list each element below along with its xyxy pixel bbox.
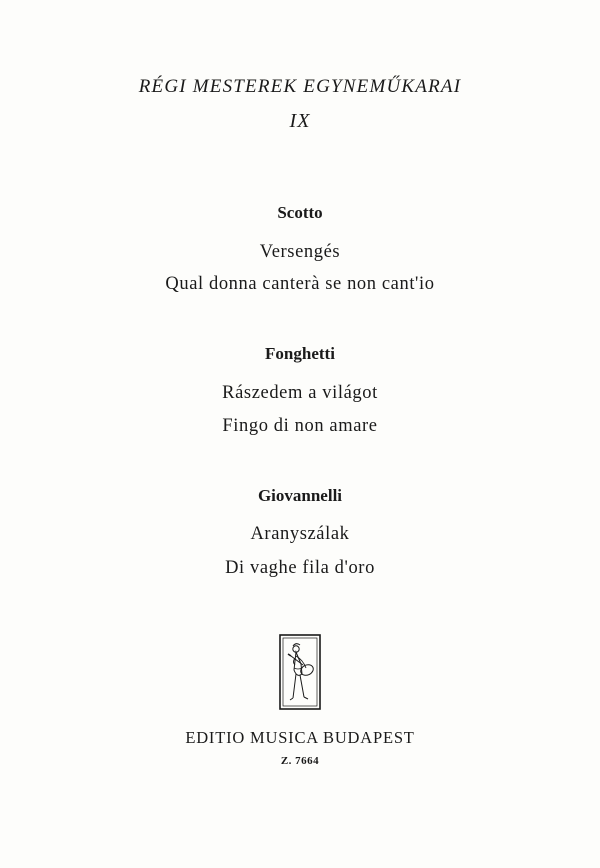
- work-title-hungarian: Versengés: [259, 242, 341, 262]
- publisher-name: EDITIO MUSICA BUDAPEST: [185, 728, 415, 747]
- work-title-original: Di vaghe fila d'oro: [225, 558, 375, 578]
- lute-player-emblem-icon: [279, 634, 321, 710]
- composer-giovannelli: Giovannelli: [257, 486, 343, 505]
- volume-number: IX: [289, 110, 311, 132]
- work-title-hungarian: Rászedem a világot: [222, 383, 378, 403]
- catalog-number: Z. 7664: [280, 755, 320, 767]
- series-title: RÉGI MESTEREK EGYNEMŰKARAI: [138, 76, 462, 97]
- work-title-original: Qual donna canterà se non cant'io: [165, 274, 435, 294]
- work-title-original: Fingo di non amare: [222, 416, 378, 436]
- composer-fonghetti: Fonghetti: [265, 344, 335, 363]
- composer-scotto: Scotto: [277, 203, 323, 222]
- work-title-hungarian: Aranyszálak: [250, 524, 350, 544]
